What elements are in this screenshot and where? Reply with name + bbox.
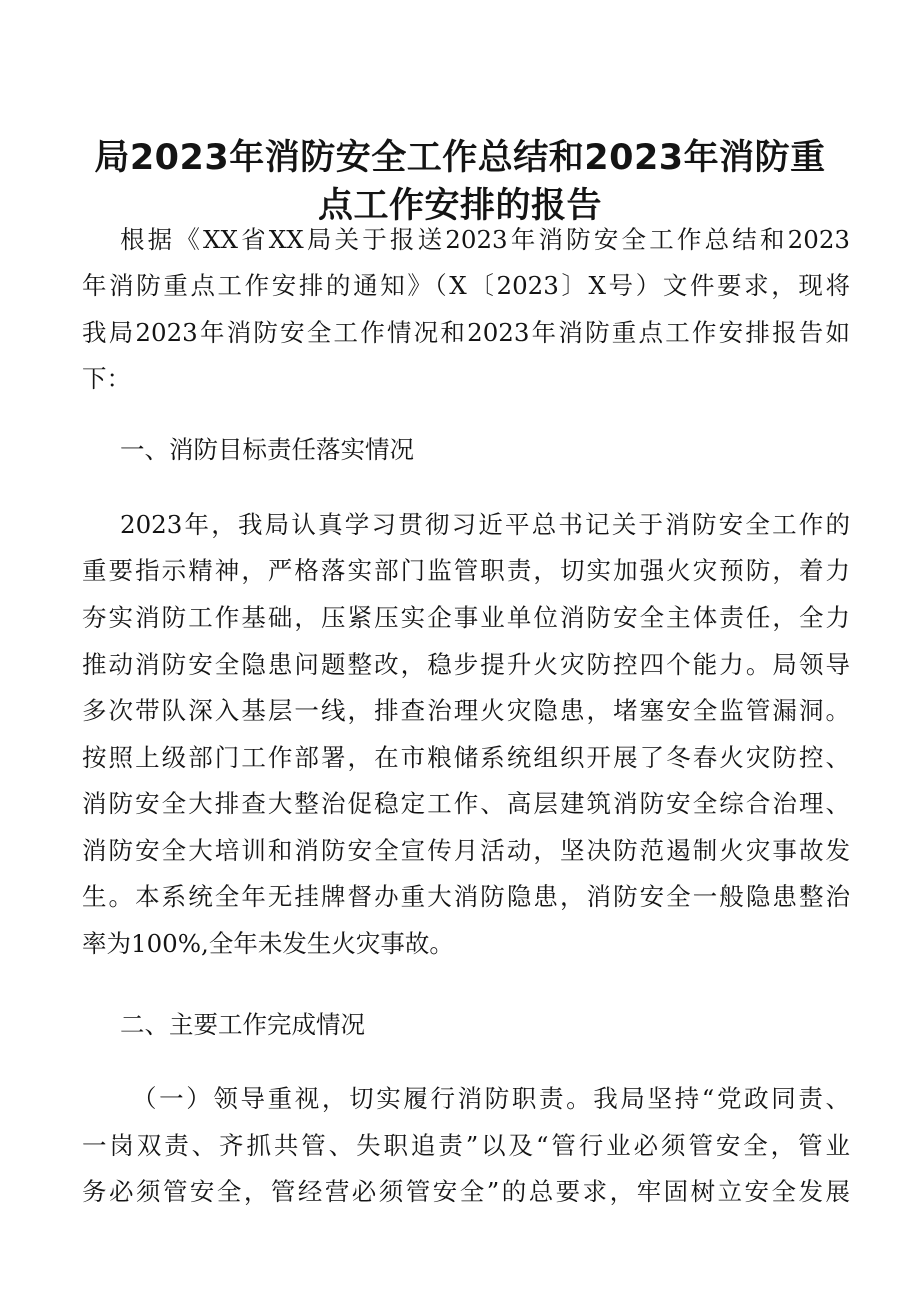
report-title-line-2: 点工作安排的报告 bbox=[317, 186, 602, 226]
section-1-paragraph-line: 消防安全大培训和消防安全宣传月活动，坚决防范遏制火灾事故发 bbox=[82, 836, 850, 865]
section-2-paragraph-line: 一岗双责、齐抓共管、失职追责”以及“管行业必须管安全，管业 bbox=[82, 1131, 850, 1160]
intro-paragraph-line: 根据《XX省XX局关于报送2023年消防安全工作总结和2023 bbox=[120, 225, 850, 254]
section-1-paragraph-line: 消防安全大排查大整治促稳定工作、高层建筑消防安全综合治理、 bbox=[82, 789, 850, 818]
section-1-paragraph-line: 夯实消防工作基础，压紧压实企事业单位消防安全主体责任，全力 bbox=[82, 603, 850, 632]
section-2-heading: 二、主要工作完成情况 bbox=[120, 1010, 365, 1039]
intro-paragraph-line: 年消防重点工作安排的通知》（X〔2023〕X号）文件要求，现将 bbox=[82, 271, 850, 300]
intro-paragraph-line: 下： bbox=[82, 364, 131, 393]
section-2-paragraph-line: （一）领导重视，切实履行消防职责。我局坚持“党政同责、 bbox=[132, 1084, 850, 1113]
section-1-paragraph-line: 重要指示精神，严格落实部门监管职责，切实加强火灾预防，着力 bbox=[82, 556, 850, 585]
section-1-paragraph-line: 率为100%,全年未发生火灾事故。 bbox=[82, 929, 454, 958]
section-1-paragraph-line: 多次带队深入基层一线，排查治理火灾隐患，堵塞安全监管漏洞。 bbox=[82, 696, 850, 725]
section-1-heading: 一、消防目标责任落实情况 bbox=[120, 435, 414, 464]
section-1-paragraph-line: 2023年，我局认真学习贯彻习近平总书记关于消防安全工作的 bbox=[120, 510, 850, 539]
section-2-paragraph-line: 务必须管安全，管经营必须管安全”的总要求，牢固树立安全发展 bbox=[82, 1177, 850, 1206]
intro-paragraph-line: 我局2023年消防安全工作情况和2023年消防重点工作安排报告如 bbox=[82, 318, 850, 347]
section-1-paragraph-line: 生。本系统全年无挂牌督办重大消防隐患，消防安全一般隐患整治 bbox=[82, 882, 850, 911]
report-title-line-1: 局2023年消防安全工作总结和2023年消防重 bbox=[94, 138, 826, 178]
section-1-paragraph-line: 按照上级部门工作部署，在市粮储系统组织开展了冬春火灾防控、 bbox=[82, 743, 850, 772]
section-1-paragraph-line: 推动消防安全隐患问题整改，稳步提升火灾防控四个能力。局领导 bbox=[82, 650, 850, 679]
